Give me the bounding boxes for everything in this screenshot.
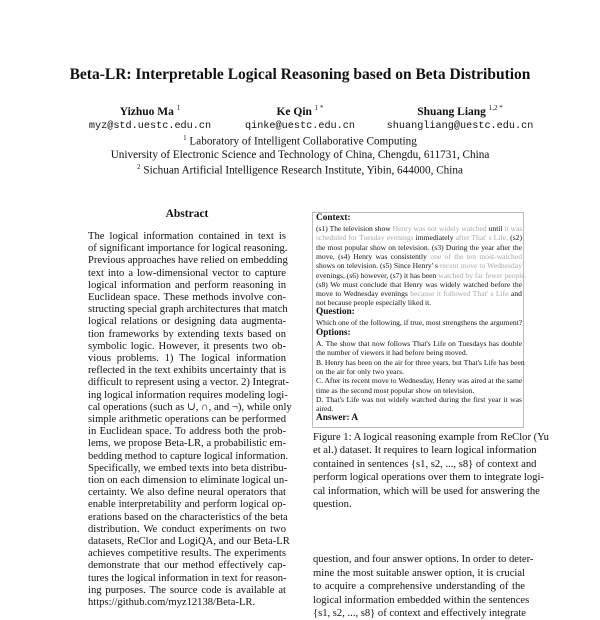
highlighted-segment: scheduled for Tuesday evenings	[316, 233, 414, 243]
text-line: to acquire a comprehensive understanding of the	[313, 581, 525, 593]
author-3	[395, 104, 525, 118]
text-line: text into a low-dimensional vector to capture	[88, 267, 286, 279]
text-line: vious problems. 1) The logical information	[88, 353, 286, 364]
text-line: perform logical operations over them to integrate logi-	[313, 472, 544, 484]
author-name: Shuang Liang	[417, 105, 486, 118]
text-line: tion on each dimension to eliminate logical un-	[88, 475, 288, 486]
text-segment: and	[508, 289, 522, 299]
text-line: question, and four answer options. In order to deter-	[313, 554, 534, 565]
context-line	[316, 270, 527, 280]
affil-sup: 2	[137, 163, 141, 171]
answer-label: Answer: A	[316, 413, 359, 423]
text-line: cal operations (such as ∪, ∩, and ¬), while only	[88, 401, 292, 413]
text-line: Previous approaches have relied on embedding	[88, 255, 288, 267]
text-line: ing logical information requires modeling logi-	[88, 389, 288, 401]
context-line	[316, 261, 522, 270]
text-line: {s1, s2, ..., s8} of context and effectively integrate	[313, 608, 526, 620]
text-line: logical relations or designing data augmenta-	[88, 316, 286, 328]
abstract-heading: Abstract	[165, 208, 209, 220]
text-line: tion frameworks by extending texts based on	[88, 328, 286, 340]
highlighted-segment: watched by far fewer people.	[438, 270, 527, 280]
author-email: qinke@uestc.edu.cn	[244, 121, 356, 132]
text-segment: move, (s4) Henry was consistently	[316, 251, 431, 261]
context-line	[316, 280, 522, 289]
text-line: bedding method to capture logical information.	[88, 450, 289, 462]
text-line: Figure 1: A logical reasoning example from ReClor (Yu	[313, 432, 549, 443]
text-segment: immediately	[413, 233, 456, 243]
text-line: The logical information contained in text is	[88, 231, 286, 242]
text-line: et al.) dataset. It requires to learn logical information	[313, 445, 537, 457]
text-segment: (s1) The television show	[316, 224, 393, 233]
text-line: lems, we propose Beta-LR, a probabilistic em-	[88, 438, 286, 450]
highlighted-segment: after That' s Life,	[455, 233, 509, 243]
context-line	[316, 289, 522, 298]
text-line: erations based on the characteristics of the beta	[88, 511, 288, 523]
text-line: tures the logical information in text for reason-	[88, 572, 287, 584]
highlighted-segment: recent move to Wednesday	[440, 261, 522, 271]
affil-text: University of Electronic Science and Technology of China, Chengdu, 611731, China	[110, 149, 490, 161]
text-segment: shows on television. (s5) Since Henry' s	[316, 261, 440, 271]
text-line: symbolic logic. However, it presents two ob-	[88, 340, 286, 352]
text-line: contained in sentences {s1, s2, ..., s8} of context and	[313, 458, 537, 470]
question-label: Question:	[316, 307, 355, 317]
highlighted-segment: it was	[504, 224, 523, 233]
paper-title: Beta-LR: Interpretable Logical Reasoning based on Beta Distribution	[69, 66, 531, 83]
affiliation-1b	[0, 149, 600, 161]
text-line: C. After its recent move to Wednesday, Henry was aired at the same	[316, 376, 523, 386]
text-line: datasets, ReClor and LogiQA, and our Beta-LR	[88, 536, 290, 547]
text-line: difficult to represent using a vector. 2) Integrat-	[88, 377, 290, 389]
options-label: Options:	[316, 328, 351, 338]
text-line: achieves competitive results. The experiments	[88, 548, 286, 560]
author-1	[105, 104, 195, 118]
author-email: shuangliang@uestc.edu.cn	[386, 121, 534, 132]
context-line	[316, 252, 522, 261]
author-name: Ke Qin	[276, 105, 312, 118]
author-affil: 1	[176, 104, 181, 112]
text-segment: the most popular show on television. (s3) During the year after the	[316, 242, 522, 252]
affil-text: Sichuan Artificial Intelligence Research Institute, Yibin, 644000, China	[143, 164, 463, 177]
text-segment: not because people especially liked it.	[316, 298, 432, 308]
text-line: enable interpretability and perform logical op-	[88, 499, 286, 511]
text-line: distribution. We conduct experiments on two	[88, 523, 286, 535]
context-label: Context:	[316, 213, 351, 223]
highlighted-segment: Henry was not widely watched	[392, 224, 487, 233]
text-line: logical information embedded within the sentences	[313, 594, 530, 606]
author-affil: 1,2 *	[488, 104, 503, 112]
text-line: mine the most suitable answer option, it is crucial	[313, 567, 525, 579]
highlighted-segment: one of the ten most-watched	[430, 251, 522, 261]
context-line	[316, 233, 522, 242]
text-line: of significant importance for logical reasoning.	[88, 243, 288, 255]
context-line	[316, 224, 522, 233]
text-line: simple arithmetic operations can be performed	[88, 414, 286, 425]
text-line: logical information and perform reasoning in	[88, 279, 286, 291]
text-segment: until	[486, 224, 505, 233]
text-line: the number of viewers it had before being moved.	[316, 348, 468, 358]
author-affil: 1 *	[314, 104, 324, 112]
text-segment: (s8) We must conclude that Henry was widely watched before the	[316, 279, 522, 289]
text-segment: (s2)	[508, 233, 522, 243]
text-line: https://github.com/myz12138/Beta-LR.	[88, 597, 256, 608]
text-line: ing purposes. The source code is available at	[88, 584, 286, 596]
affiliation-1	[0, 134, 600, 148]
text-line: D. That's Life was not widely watched during the first year it was	[316, 394, 522, 404]
author-name: Yizhuo Ma	[119, 105, 174, 118]
highlighted-segment: because it followed That' s Life	[410, 289, 509, 299]
text-line: B. Henry has been on the air for three years, but That's Life has been	[316, 357, 525, 367]
text-line: in Euclidean space. To address both the prob-	[88, 426, 286, 438]
text-line: certainty. We also define neural operators that	[88, 487, 286, 499]
text-line: Euclidean space. These methods involve con-	[88, 292, 286, 303]
text-line: on the air for only two years.	[316, 366, 404, 376]
affil-sup: 1	[183, 134, 187, 142]
text-line: structing special graph architectures that match	[88, 304, 288, 316]
text-segment: move to Wednesday evenings	[316, 289, 411, 299]
text-line: Specifically, we embed texts into beta distribu-	[88, 462, 288, 474]
text-line: aired.	[316, 404, 334, 414]
text-line: demonstrate that our method effectively cap-	[88, 560, 286, 572]
text-line: cal information, which will be used for answering the	[313, 485, 540, 497]
author-email: myz@std.uestc.edu.cn	[88, 121, 212, 132]
text-line: reflected in the text exhibits uncertainty that is	[88, 365, 286, 377]
text-line: A. The show that now follows That's Life on Tuesdays has double	[316, 339, 522, 348]
author-2	[255, 104, 345, 118]
text-line: question.	[313, 499, 352, 510]
affiliation-2	[0, 163, 600, 177]
text-segment: evenings, (s6) however, (s7) it has been	[316, 270, 439, 280]
text-line: time as the second most popular show on television.	[316, 385, 475, 395]
context-line	[316, 243, 522, 252]
affil-text: Laboratory of Intelligent Collaborative Computing	[189, 135, 417, 148]
question-text: Which one of the following, if true, most strengthens the argument?	[316, 318, 523, 327]
